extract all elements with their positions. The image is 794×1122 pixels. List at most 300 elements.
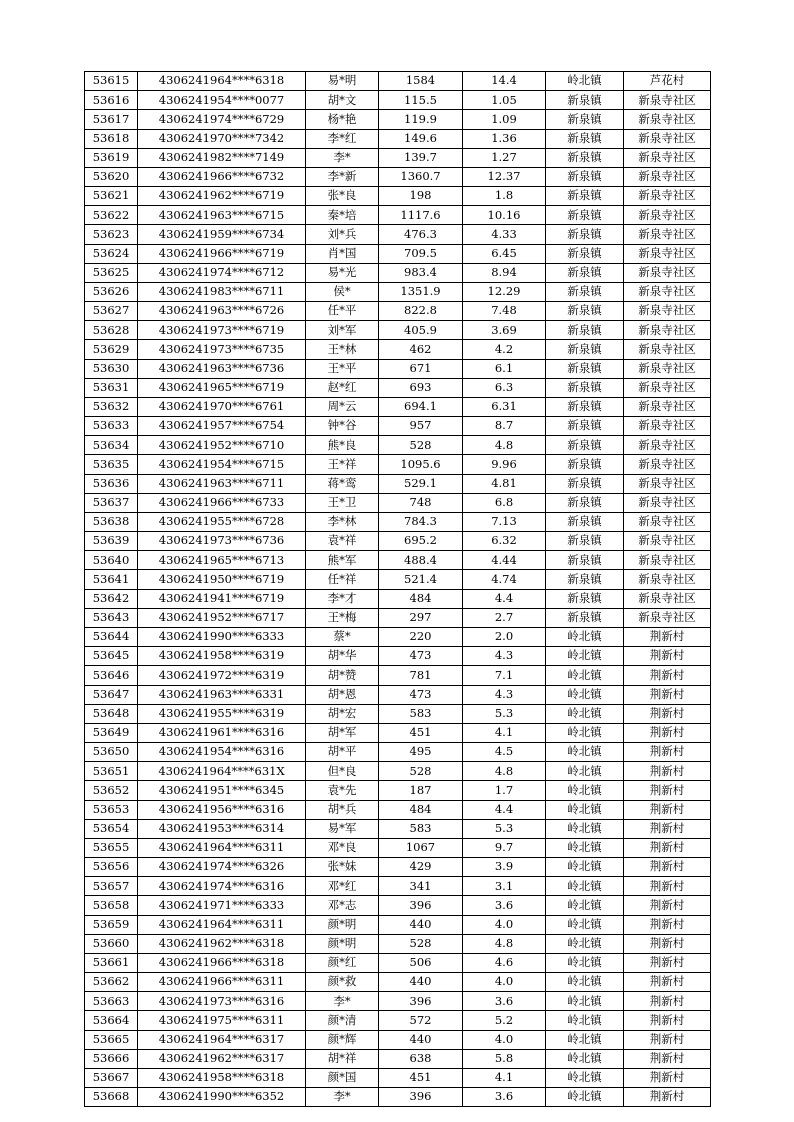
cell-amount-2: 6.45	[463, 244, 546, 263]
cell-id-number: 4306241962****6318	[138, 934, 306, 953]
table-row	[85, 417, 711, 436]
table-row	[85, 647, 711, 666]
cell-name: 张*良	[306, 187, 379, 206]
cell-id-number: 4306241962****6317	[138, 1049, 306, 1068]
cell-serial-no: 53658	[85, 896, 138, 915]
cell-amount-2: 3.6	[463, 1088, 546, 1107]
cell-id-number: 4306241972****6319	[138, 666, 306, 685]
cell-town: 岭北镇	[546, 800, 624, 819]
cell-name: 但*良	[306, 762, 379, 781]
cell-village: 新泉寺社区	[624, 302, 711, 321]
cell-id-number: 4306241957****6754	[138, 417, 306, 436]
cell-town: 岭北镇	[546, 1088, 624, 1107]
cell-town: 岭北镇	[546, 934, 624, 953]
cell-amount-1: 695.2	[379, 532, 463, 551]
cell-serial-no: 53626	[85, 282, 138, 301]
table-row	[85, 819, 711, 838]
cell-town: 岭北镇	[546, 72, 624, 91]
cell-amount-1: 1584	[379, 72, 463, 91]
cell-name: 易*明	[306, 72, 379, 91]
cell-amount-2: 4.5	[463, 743, 546, 762]
cell-serial-no: 53645	[85, 647, 138, 666]
cell-town: 新泉镇	[546, 340, 624, 359]
cell-id-number: 4306241966****6311	[138, 973, 306, 992]
cell-serial-no: 53639	[85, 532, 138, 551]
cell-amount-2: 1.7	[463, 781, 546, 800]
cell-amount-1: 220	[379, 627, 463, 646]
cell-name: 王*梅	[306, 608, 379, 627]
cell-serial-no: 53628	[85, 321, 138, 340]
cell-id-number: 4306241964****6317	[138, 1030, 306, 1049]
cell-serial-no: 53664	[85, 1011, 138, 1030]
cell-town: 新泉镇	[546, 187, 624, 206]
cell-village: 新泉寺社区	[624, 321, 711, 340]
cell-amount-1: 341	[379, 877, 463, 896]
cell-town: 新泉镇	[546, 608, 624, 627]
cell-serial-no: 53661	[85, 953, 138, 972]
cell-name: 熊*军	[306, 551, 379, 570]
table-row	[85, 378, 711, 397]
cell-name: 胡*军	[306, 723, 379, 742]
records-table	[84, 71, 711, 1107]
table-row	[85, 1049, 711, 1068]
table-row	[85, 532, 711, 551]
cell-amount-1: 583	[379, 819, 463, 838]
cell-serial-no: 53647	[85, 685, 138, 704]
cell-amount-1: 1117.6	[379, 206, 463, 225]
cell-amount-1: 1095.6	[379, 455, 463, 474]
cell-town: 新泉镇	[546, 455, 624, 474]
cell-amount-1: 784.3	[379, 512, 463, 531]
cell-serial-no: 53638	[85, 512, 138, 531]
cell-amount-1: 748	[379, 493, 463, 512]
cell-village: 荆新村	[624, 723, 711, 742]
cell-amount-2: 4.1	[463, 723, 546, 742]
cell-village: 新泉寺社区	[624, 167, 711, 186]
cell-amount-1: 583	[379, 704, 463, 723]
cell-name: 李*新	[306, 167, 379, 186]
cell-name: 蔡*	[306, 627, 379, 646]
cell-amount-2: 4.33	[463, 225, 546, 244]
cell-town: 岭北镇	[546, 953, 624, 972]
cell-id-number: 4306241964****631X	[138, 762, 306, 781]
cell-town: 新泉镇	[546, 570, 624, 589]
table-row	[85, 129, 711, 148]
cell-town: 岭北镇	[546, 666, 624, 685]
cell-id-number: 4306241961****6316	[138, 723, 306, 742]
cell-village: 荆新村	[624, 800, 711, 819]
cell-town: 岭北镇	[546, 973, 624, 992]
cell-amount-1: 405.9	[379, 321, 463, 340]
cell-amount-2: 4.6	[463, 953, 546, 972]
table-row	[85, 397, 711, 416]
cell-village: 新泉寺社区	[624, 91, 711, 110]
cell-amount-2: 9.96	[463, 455, 546, 474]
cell-amount-2: 5.3	[463, 819, 546, 838]
cell-id-number: 4306241966****6733	[138, 493, 306, 512]
cell-name: 肖*国	[306, 244, 379, 263]
cell-amount-2: 4.0	[463, 973, 546, 992]
cell-name: 李*红	[306, 129, 379, 148]
cell-town: 新泉镇	[546, 167, 624, 186]
cell-amount-2: 6.3	[463, 378, 546, 397]
cell-town: 新泉镇	[546, 263, 624, 282]
cell-serial-no: 53632	[85, 397, 138, 416]
cell-village: 新泉寺社区	[624, 474, 711, 493]
cell-amount-1: 198	[379, 187, 463, 206]
cell-id-number: 4306241964****6318	[138, 72, 306, 91]
cell-id-number: 4306241965****6713	[138, 551, 306, 570]
cell-id-number: 4306241954****0077	[138, 91, 306, 110]
cell-village: 新泉寺社区	[624, 493, 711, 512]
cell-village: 荆新村	[624, 666, 711, 685]
cell-id-number: 4306241966****6719	[138, 244, 306, 263]
cell-amount-2: 9.7	[463, 838, 546, 857]
cell-amount-1: 638	[379, 1049, 463, 1068]
cell-village: 荆新村	[624, 647, 711, 666]
cell-name: 赵*红	[306, 378, 379, 397]
cell-amount-2: 4.74	[463, 570, 546, 589]
cell-amount-2: 6.31	[463, 397, 546, 416]
cell-amount-1: 187	[379, 781, 463, 800]
cell-amount-1: 694.1	[379, 397, 463, 416]
table-row	[85, 973, 711, 992]
cell-id-number: 4306241973****6736	[138, 532, 306, 551]
cell-id-number: 4306241974****6316	[138, 877, 306, 896]
cell-village: 荆新村	[624, 953, 711, 972]
cell-id-number: 4306241963****6711	[138, 474, 306, 493]
cell-amount-2: 12.37	[463, 167, 546, 186]
cell-name: 胡*赞	[306, 666, 379, 685]
cell-serial-no: 53636	[85, 474, 138, 493]
cell-id-number: 4306241974****6729	[138, 110, 306, 129]
cell-name: 杨*艳	[306, 110, 379, 129]
cell-village: 荆新村	[624, 838, 711, 857]
cell-serial-no: 53662	[85, 973, 138, 992]
cell-amount-1: 484	[379, 800, 463, 819]
cell-town: 新泉镇	[546, 244, 624, 263]
cell-serial-no: 53640	[85, 551, 138, 570]
cell-amount-2: 14.4	[463, 72, 546, 91]
cell-amount-2: 1.27	[463, 148, 546, 167]
cell-town: 岭北镇	[546, 858, 624, 877]
cell-town: 岭北镇	[546, 685, 624, 704]
cell-id-number: 4306241966****6318	[138, 953, 306, 972]
cell-amount-1: 693	[379, 378, 463, 397]
cell-village: 新泉寺社区	[624, 532, 711, 551]
table-row	[85, 1088, 711, 1107]
cell-id-number: 4306241955****6319	[138, 704, 306, 723]
cell-id-number: 4306241983****6711	[138, 282, 306, 301]
table-row	[85, 110, 711, 129]
cell-name: 李*	[306, 148, 379, 167]
cell-id-number: 4306241963****6726	[138, 302, 306, 321]
cell-amount-2: 1.36	[463, 129, 546, 148]
table-row	[85, 953, 711, 972]
cell-name: 颜*清	[306, 1011, 379, 1030]
cell-amount-1: 521.4	[379, 570, 463, 589]
cell-amount-2: 6.1	[463, 359, 546, 378]
cell-id-number: 4306241963****6736	[138, 359, 306, 378]
cell-amount-1: 528	[379, 436, 463, 455]
cell-serial-no: 53655	[85, 838, 138, 857]
cell-town: 新泉镇	[546, 129, 624, 148]
cell-village: 荆新村	[624, 973, 711, 992]
cell-serial-no: 53622	[85, 206, 138, 225]
cell-id-number: 4306241990****6333	[138, 627, 306, 646]
cell-name: 李*	[306, 992, 379, 1011]
cell-name: 王*林	[306, 340, 379, 359]
cell-amount-1: 451	[379, 723, 463, 742]
cell-serial-no: 53621	[85, 187, 138, 206]
table-row	[85, 436, 711, 455]
cell-id-number: 4306241970****6761	[138, 397, 306, 416]
cell-serial-no: 53656	[85, 858, 138, 877]
cell-serial-no: 53641	[85, 570, 138, 589]
cell-name: 李*才	[306, 589, 379, 608]
cell-serial-no: 53620	[85, 167, 138, 186]
cell-amount-2: 7.13	[463, 512, 546, 531]
cell-amount-2: 5.3	[463, 704, 546, 723]
cell-amount-2: 8.94	[463, 263, 546, 282]
cell-amount-1: 528	[379, 762, 463, 781]
table-row	[85, 992, 711, 1011]
cell-name: 侯*	[306, 282, 379, 301]
cell-id-number: 4306241951****6345	[138, 781, 306, 800]
cell-village: 荆新村	[624, 1030, 711, 1049]
cell-town: 岭北镇	[546, 704, 624, 723]
cell-amount-1: 671	[379, 359, 463, 378]
cell-village: 荆新村	[624, 877, 711, 896]
cell-town: 新泉镇	[546, 321, 624, 340]
cell-name: 颜*明	[306, 915, 379, 934]
cell-serial-no: 53625	[85, 263, 138, 282]
cell-village: 新泉寺社区	[624, 551, 711, 570]
cell-serial-no: 53619	[85, 148, 138, 167]
cell-village: 新泉寺社区	[624, 589, 711, 608]
cell-name: 胡*恩	[306, 685, 379, 704]
cell-name: 胡*平	[306, 743, 379, 762]
records-table-body	[85, 72, 711, 1107]
cell-town: 新泉镇	[546, 397, 624, 416]
cell-serial-no: 53649	[85, 723, 138, 742]
cell-serial-no: 53668	[85, 1088, 138, 1107]
cell-amount-2: 6.32	[463, 532, 546, 551]
cell-amount-1: 149.6	[379, 129, 463, 148]
cell-village: 荆新村	[624, 915, 711, 934]
cell-name: 邓*志	[306, 896, 379, 915]
cell-amount-2: 4.44	[463, 551, 546, 570]
cell-village: 新泉寺社区	[624, 244, 711, 263]
table-row	[85, 627, 711, 646]
cell-village: 荆新村	[624, 781, 711, 800]
table-row	[85, 493, 711, 512]
cell-serial-no: 53642	[85, 589, 138, 608]
cell-name: 刘*兵	[306, 225, 379, 244]
cell-name: 刘*军	[306, 321, 379, 340]
cell-id-number: 4306241952****6717	[138, 608, 306, 627]
cell-serial-no: 53667	[85, 1068, 138, 1087]
cell-id-number: 4306241964****6311	[138, 838, 306, 857]
cell-id-number: 4306241958****6319	[138, 647, 306, 666]
cell-id-number: 4306241956****6316	[138, 800, 306, 819]
cell-amount-2: 10.16	[463, 206, 546, 225]
table-row	[85, 608, 711, 627]
cell-amount-1: 488.4	[379, 551, 463, 570]
table-row	[85, 551, 711, 570]
cell-name: 张*妹	[306, 858, 379, 877]
cell-id-number: 4306241974****6712	[138, 263, 306, 282]
cell-id-number: 4306241973****6719	[138, 321, 306, 340]
cell-serial-no: 53650	[85, 743, 138, 762]
cell-village: 新泉寺社区	[624, 187, 711, 206]
cell-serial-no: 53631	[85, 378, 138, 397]
cell-id-number: 4306241954****6316	[138, 743, 306, 762]
cell-town: 新泉镇	[546, 512, 624, 531]
cell-amount-2: 4.4	[463, 589, 546, 608]
cell-village: 荆新村	[624, 1011, 711, 1030]
cell-town: 新泉镇	[546, 493, 624, 512]
cell-name: 王*祥	[306, 455, 379, 474]
cell-town: 新泉镇	[546, 474, 624, 493]
cell-serial-no: 53657	[85, 877, 138, 896]
table-row	[85, 474, 711, 493]
cell-amount-2: 4.2	[463, 340, 546, 359]
table-row	[85, 282, 711, 301]
cell-amount-2: 1.09	[463, 110, 546, 129]
table-row	[85, 800, 711, 819]
table-row	[85, 148, 711, 167]
table-row	[85, 321, 711, 340]
cell-name: 任*平	[306, 302, 379, 321]
cell-serial-no: 53660	[85, 934, 138, 953]
cell-amount-1: 709.5	[379, 244, 463, 263]
cell-name: 颜*国	[306, 1068, 379, 1087]
cell-amount-1: 396	[379, 1088, 463, 1107]
cell-serial-no: 53666	[85, 1049, 138, 1068]
cell-amount-2: 4.0	[463, 1030, 546, 1049]
cell-id-number: 4306241966****6732	[138, 167, 306, 186]
cell-town: 岭北镇	[546, 877, 624, 896]
cell-town: 岭北镇	[546, 627, 624, 646]
cell-town: 岭北镇	[546, 647, 624, 666]
table-row	[85, 915, 711, 934]
cell-town: 岭北镇	[546, 1068, 624, 1087]
cell-village: 荆新村	[624, 627, 711, 646]
cell-town: 新泉镇	[546, 589, 624, 608]
cell-village: 新泉寺社区	[624, 359, 711, 378]
cell-town: 新泉镇	[546, 148, 624, 167]
cell-town: 岭北镇	[546, 992, 624, 1011]
cell-name: 王*平	[306, 359, 379, 378]
cell-serial-no: 53653	[85, 800, 138, 819]
cell-id-number: 4306241963****6715	[138, 206, 306, 225]
table-row	[85, 359, 711, 378]
cell-amount-2: 5.8	[463, 1049, 546, 1068]
cell-id-number: 4306241974****6326	[138, 858, 306, 877]
cell-name: 胡*兵	[306, 800, 379, 819]
cell-amount-1: 529.1	[379, 474, 463, 493]
cell-name: 胡*华	[306, 647, 379, 666]
cell-name: 李*	[306, 1088, 379, 1107]
cell-amount-1: 495	[379, 743, 463, 762]
cell-id-number: 4306241964****6311	[138, 915, 306, 934]
table-row	[85, 723, 711, 742]
cell-village: 荆新村	[624, 934, 711, 953]
cell-id-number: 4306241963****6331	[138, 685, 306, 704]
table-row	[85, 704, 711, 723]
cell-amount-2: 8.7	[463, 417, 546, 436]
table-row	[85, 187, 711, 206]
cell-amount-1: 396	[379, 992, 463, 1011]
cell-town: 新泉镇	[546, 436, 624, 455]
cell-serial-no: 53629	[85, 340, 138, 359]
table-row	[85, 244, 711, 263]
cell-village: 新泉寺社区	[624, 282, 711, 301]
cell-name: 邓*良	[306, 838, 379, 857]
cell-serial-no: 53652	[85, 781, 138, 800]
cell-village: 荆新村	[624, 685, 711, 704]
cell-town: 岭北镇	[546, 915, 624, 934]
cell-id-number: 4306241962****6719	[138, 187, 306, 206]
cell-amount-1: 1351.9	[379, 282, 463, 301]
cell-town: 新泉镇	[546, 91, 624, 110]
cell-id-number: 4306241959****6734	[138, 225, 306, 244]
cell-name: 邓*红	[306, 877, 379, 896]
cell-village: 荆新村	[624, 819, 711, 838]
cell-town: 新泉镇	[546, 378, 624, 397]
cell-village: 新泉寺社区	[624, 129, 711, 148]
cell-village: 荆新村	[624, 1068, 711, 1087]
cell-amount-1: 473	[379, 647, 463, 666]
cell-id-number: 4306241941****6719	[138, 589, 306, 608]
cell-name: 袁*祥	[306, 532, 379, 551]
table-row	[85, 1030, 711, 1049]
cell-name: 钟*谷	[306, 417, 379, 436]
cell-town: 岭北镇	[546, 1011, 624, 1030]
cell-town: 岭北镇	[546, 781, 624, 800]
table-row	[85, 589, 711, 608]
table-row	[85, 340, 711, 359]
cell-name: 熊*良	[306, 436, 379, 455]
cell-amount-2: 7.1	[463, 666, 546, 685]
cell-village: 荆新村	[624, 1049, 711, 1068]
cell-village: 新泉寺社区	[624, 608, 711, 627]
cell-town: 新泉镇	[546, 225, 624, 244]
cell-village: 新泉寺社区	[624, 397, 711, 416]
table-row	[85, 858, 711, 877]
cell-serial-no: 53651	[85, 762, 138, 781]
table-row	[85, 167, 711, 186]
cell-id-number: 4306241973****6735	[138, 340, 306, 359]
cell-town: 岭北镇	[546, 743, 624, 762]
cell-id-number: 4306241955****6728	[138, 512, 306, 531]
cell-amount-2: 1.05	[463, 91, 546, 110]
cell-town: 岭北镇	[546, 723, 624, 742]
cell-name: 颜*明	[306, 934, 379, 953]
cell-serial-no: 53615	[85, 72, 138, 91]
cell-name: 蒋*鸾	[306, 474, 379, 493]
cell-amount-2: 4.81	[463, 474, 546, 493]
cell-amount-2: 4.0	[463, 915, 546, 934]
cell-amount-1: 484	[379, 589, 463, 608]
cell-town: 岭北镇	[546, 1049, 624, 1068]
cell-name: 易*军	[306, 819, 379, 838]
cell-amount-1: 473	[379, 685, 463, 704]
cell-name: 胡*宏	[306, 704, 379, 723]
cell-town: 新泉镇	[546, 110, 624, 129]
cell-village: 新泉寺社区	[624, 512, 711, 531]
